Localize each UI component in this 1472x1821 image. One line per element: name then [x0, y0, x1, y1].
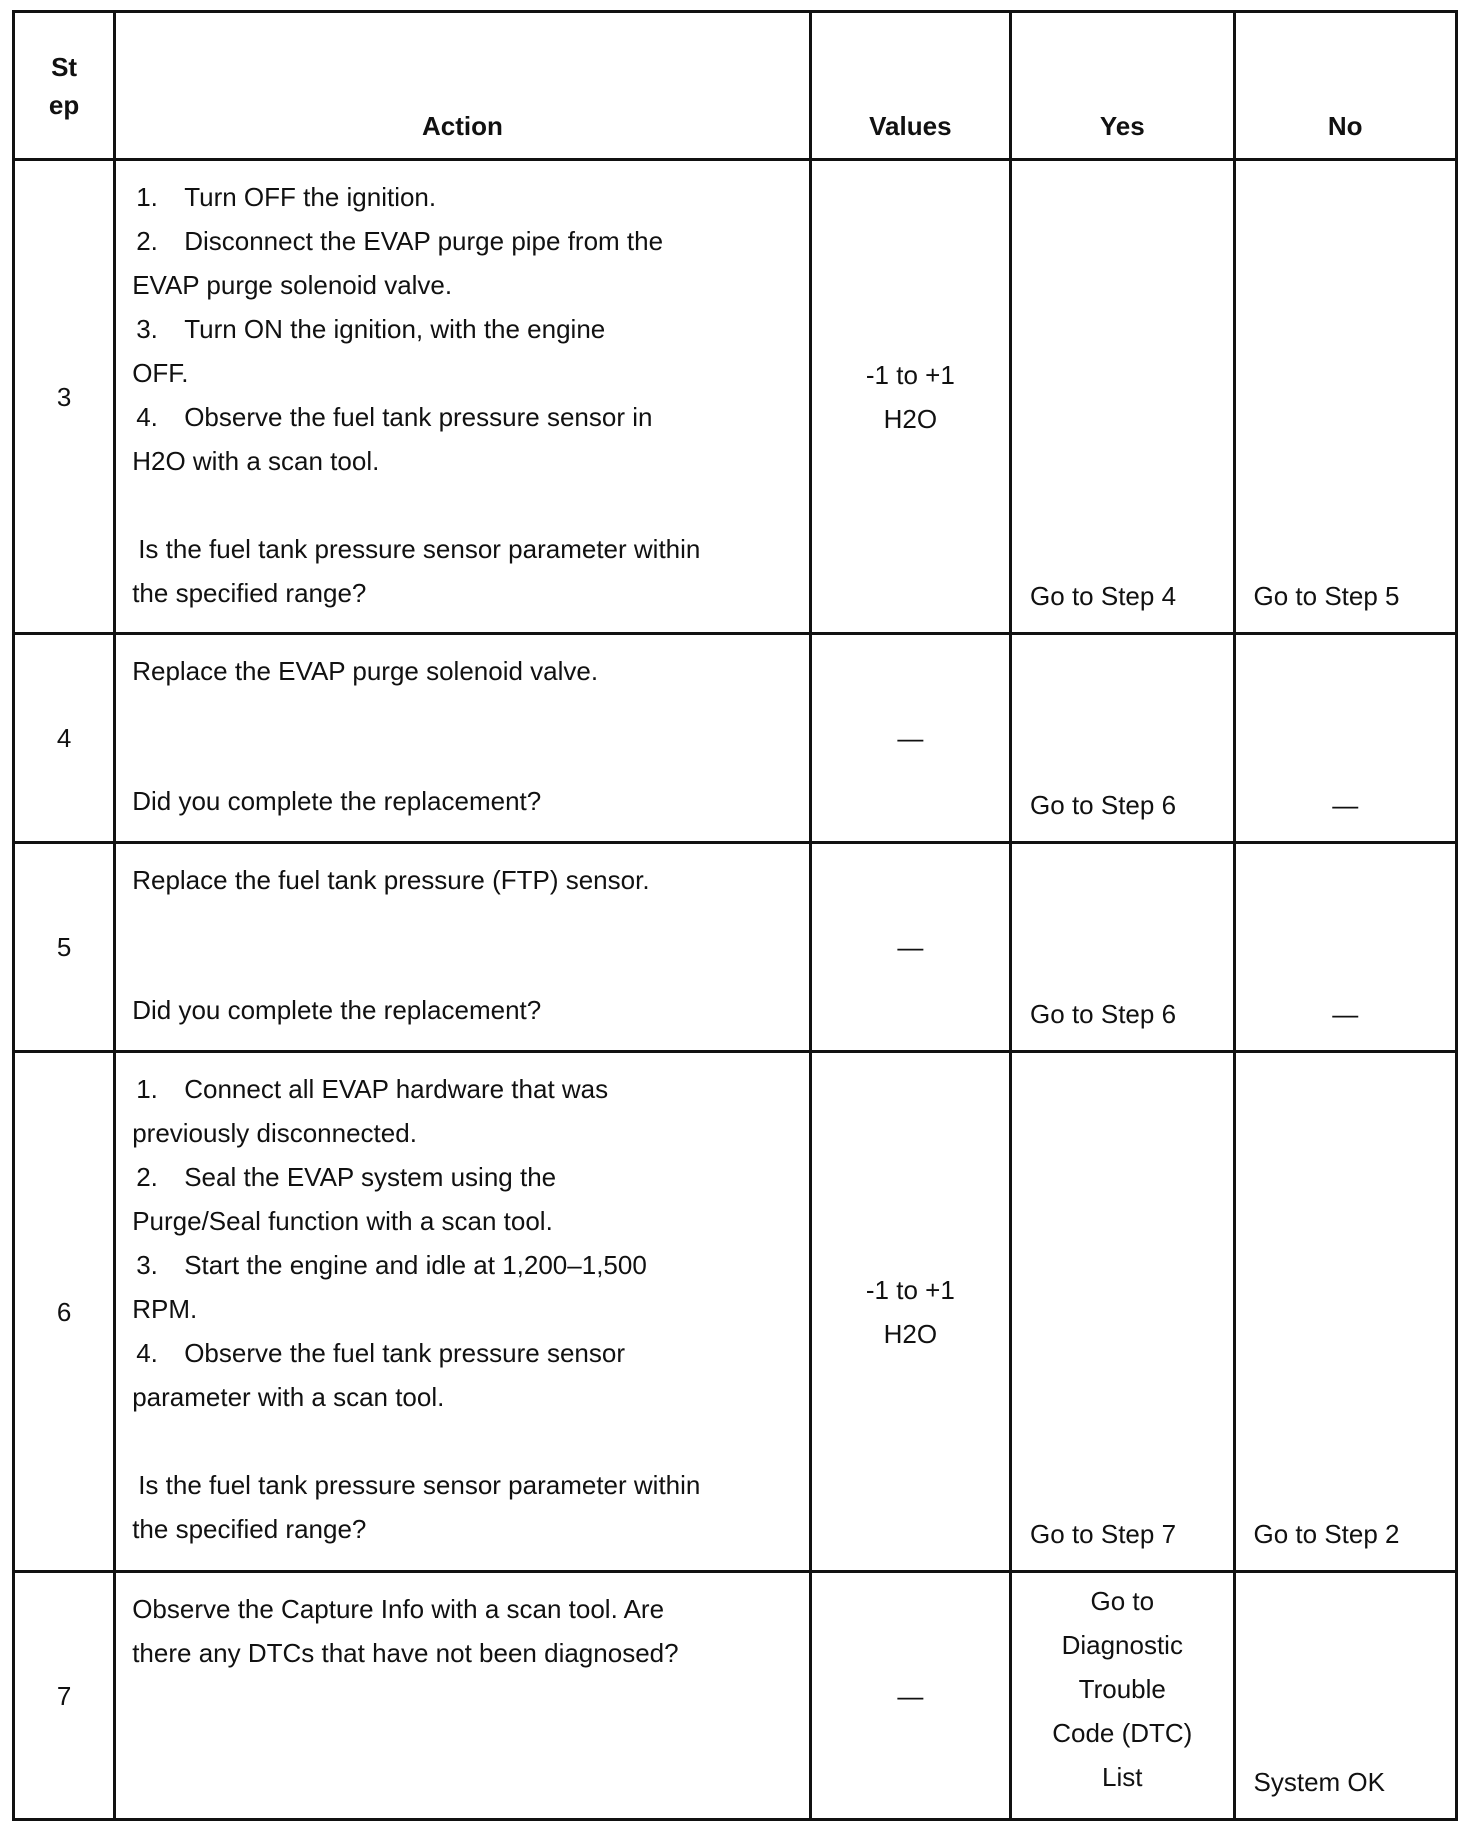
action-cell	[115, 843, 810, 1052]
values-text: -1 to +1	[865, 1274, 955, 1305]
item-number: 3.	[136, 1250, 158, 1280]
header-step-line2: ep	[48, 89, 80, 120]
action-text: Replace the fuel tank pressure (FTP) sensor.	[132, 865, 650, 895]
question-text: Is the fuel tank pressure sensor parameter within	[138, 534, 701, 564]
item-number: 3.	[136, 314, 158, 344]
item-text: Connect all EVAP hardware that was	[184, 1074, 609, 1104]
header-yes: Yes	[1011, 12, 1234, 160]
item-text: Observe the fuel tank pressure sensor in	[184, 402, 653, 432]
action-item	[132, 1243, 790, 1287]
no-cell: —	[1234, 634, 1457, 843]
item-text: Turn OFF the ignition.	[184, 182, 437, 212]
yes-cell	[1011, 1572, 1234, 1820]
action-item	[132, 307, 790, 351]
yes-cell: Go to Step 6	[1011, 843, 1234, 1052]
action-item	[132, 219, 790, 263]
item-text: Observe the fuel tank pressure sensor	[184, 1338, 625, 1368]
yes-text-line: Go to	[1090, 1586, 1155, 1616]
step-number: 7	[14, 1572, 115, 1820]
yes-text-line: Diagnostic	[1061, 1630, 1183, 1660]
item-continuation: Purge/Seal function with a scan tool.	[132, 1206, 553, 1236]
spacer	[132, 902, 790, 988]
table-row-step-4	[14, 634, 1457, 843]
yes-cell: Go to Step 4	[1011, 160, 1234, 634]
no-cell: —	[1234, 843, 1457, 1052]
values-cell	[810, 160, 1010, 634]
action-item	[132, 1067, 790, 1111]
yes-cell: Go to Step 6	[1011, 634, 1234, 843]
question-text: the specified range?	[132, 578, 367, 608]
table-row-step-3	[14, 160, 1457, 634]
values-cell: —	[810, 843, 1010, 1052]
values-cell: —	[810, 634, 1010, 843]
item-number: 4.	[136, 1338, 158, 1368]
item-continuation: OFF.	[132, 358, 189, 388]
item-number: 2.	[136, 226, 158, 256]
values-cell	[810, 1052, 1010, 1572]
header-step-line1: St	[51, 51, 78, 82]
question-text: Is the fuel tank pressure sensor parameter within	[138, 1470, 701, 1500]
header-no: No	[1234, 12, 1457, 160]
diagnostic-table	[12, 10, 1458, 1821]
item-number: 2.	[136, 1162, 158, 1192]
action-text: Observe the Capture Info with a scan tool. Are	[132, 1594, 665, 1624]
item-text: Start the engine and idle at 1,200–1,500	[184, 1250, 647, 1280]
item-text: Disconnect the EVAP purge pipe from the	[184, 226, 664, 256]
action-cell	[115, 634, 810, 843]
action-cell	[115, 1052, 810, 1572]
action-text: there any DTCs that have not been diagnosed?	[132, 1638, 679, 1668]
step-number: 3	[14, 160, 115, 634]
question-text: Did you complete the replacement?	[132, 995, 542, 1025]
item-number: 1.	[136, 1074, 158, 1104]
action-cell	[115, 160, 810, 634]
table-row-step-5	[14, 843, 1457, 1052]
values-unit: H2O	[883, 403, 938, 434]
item-number: 4.	[136, 402, 158, 432]
values-unit: H2O	[883, 1318, 938, 1349]
yes-cell: Go to Step 7	[1011, 1052, 1234, 1572]
action-item	[132, 175, 790, 219]
spacer	[132, 693, 790, 779]
values-cell: —	[810, 1572, 1010, 1820]
item-number: 1.	[136, 182, 158, 212]
values-text: -1 to +1	[865, 359, 955, 390]
no-cell: System OK	[1234, 1572, 1457, 1820]
header-values: Values	[810, 12, 1010, 160]
action-item	[132, 1331, 790, 1375]
action-item	[132, 1155, 790, 1199]
item-text: Turn ON the ignition, with the engine	[184, 314, 606, 344]
header-row	[14, 12, 1457, 160]
no-cell: Go to Step 2	[1234, 1052, 1457, 1572]
action-cell	[115, 1572, 810, 1820]
table-row-step-6	[14, 1052, 1457, 1572]
yes-text-line: List	[1102, 1762, 1143, 1792]
yes-text-line: Trouble	[1078, 1674, 1166, 1704]
spacer	[132, 483, 790, 527]
action-text: Replace the EVAP purge solenoid valve.	[132, 656, 599, 686]
item-continuation: H2O with a scan tool.	[132, 446, 380, 476]
spacer	[132, 1419, 790, 1463]
question-text: the specified range?	[132, 1514, 367, 1544]
item-continuation: parameter with a scan tool.	[132, 1382, 445, 1412]
header-step	[14, 12, 115, 160]
step-number: 5	[14, 843, 115, 1052]
item-continuation: previously disconnected.	[132, 1118, 417, 1148]
item-continuation: EVAP purge solenoid valve.	[132, 270, 453, 300]
step-number: 4	[14, 634, 115, 843]
question-text: Did you complete the replacement?	[132, 786, 542, 816]
item-text: Seal the EVAP system using the	[184, 1162, 557, 1192]
header-action: Action	[115, 12, 810, 160]
table-row-step-7	[14, 1572, 1457, 1820]
no-cell: Go to Step 5	[1234, 160, 1457, 634]
yes-text-line: Code (DTC)	[1052, 1718, 1193, 1748]
item-continuation: RPM.	[132, 1294, 198, 1324]
step-number: 6	[14, 1052, 115, 1572]
action-item	[132, 395, 790, 439]
